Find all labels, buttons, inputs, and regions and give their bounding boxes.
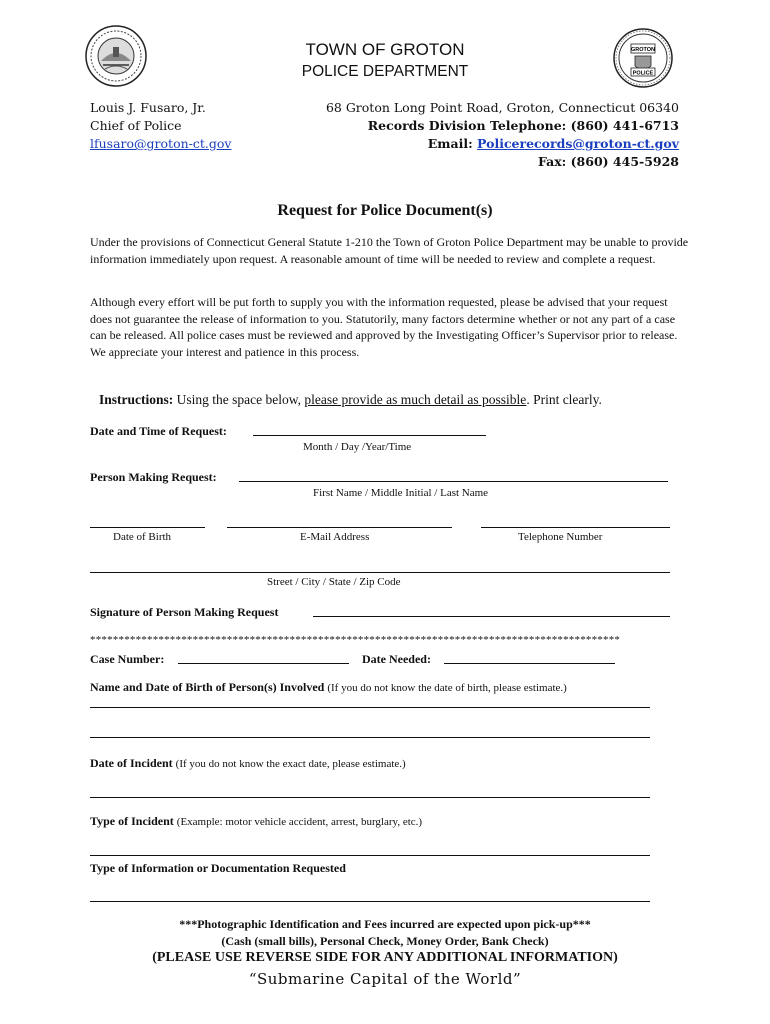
names-field-line-2[interactable] xyxy=(90,737,650,738)
form-title: Request for Police Document(s) xyxy=(277,202,493,219)
dob-hint: Date of Birth xyxy=(113,531,172,543)
section-separator: ********************************************************************************************* xyxy=(90,634,621,646)
person-label: Person Making Request: xyxy=(90,470,217,484)
case-number-field[interactable] xyxy=(178,652,349,664)
email-field[interactable] xyxy=(227,516,452,528)
names-line xyxy=(90,680,567,695)
names-label: Name and Date of Birth of Person(s) Involved xyxy=(90,680,325,694)
person-hint: First Name / Middle Initial / Last Name xyxy=(313,487,489,499)
badge-bottom-text: POLICE xyxy=(632,70,654,77)
incident-date-hint: (If you do not know the exact date, please estimate.) xyxy=(175,758,406,770)
intro-paragraph: Under the provisions of Connecticut General Statute 1-210 the Town of Groton Police Department may be unable to provide information immediately upon request. A reasonable amount of time will be needed to review and complete a request. xyxy=(90,235,689,266)
payment-methods: (Cash (small bills), Personal Check, Money Order, Bank Check) xyxy=(221,934,549,948)
records-phone: Records Division Telephone: (860) 441-6713 xyxy=(367,118,679,133)
incident-type-hint: (Example: motor vehicle accident, arrest, burglary, etc.) xyxy=(176,816,423,828)
id-fee-notice: ***Photographic Identification and Fees incurred are expected upon pick-up*** xyxy=(179,917,591,931)
incident-date-line xyxy=(90,756,406,771)
incident-type-label: Type of Incident xyxy=(90,814,174,828)
instructions-label: Instructions: xyxy=(99,392,174,407)
case-number-label: Case Number: xyxy=(90,652,165,666)
incident-type-field[interactable] xyxy=(90,855,650,856)
date-time-hint: Month / Day /Year/Time xyxy=(303,441,412,453)
town-name: TOWN OF GROTON xyxy=(305,40,465,59)
phone-field[interactable] xyxy=(481,516,670,528)
person-name-field[interactable] xyxy=(239,470,668,482)
fax-number: Fax: (860) 445-5928 xyxy=(537,154,679,169)
info-type-field[interactable] xyxy=(90,901,650,902)
signature-field[interactable] xyxy=(313,605,670,617)
phone-hint: Telephone Number xyxy=(518,531,603,543)
address-hint: Street / City / State / Zip Code xyxy=(267,576,401,588)
incident-date-field[interactable] xyxy=(90,797,650,798)
town-motto: “Submarine Capital of the World” xyxy=(248,970,522,988)
incident-date-label: Date of Incident xyxy=(90,756,173,770)
reverse-side-note: (PLEASE USE REVERSE SIDE FOR ANY ADDITIONAL INFORMATION) xyxy=(152,950,618,965)
incident-type-line xyxy=(90,814,422,829)
department-address: 68 Groton Long Point Road, Groton, Connecticut 06340 xyxy=(325,100,679,115)
instructions-emphasis: please provide as much detail as possible xyxy=(304,392,527,407)
email-label: Email: xyxy=(427,136,478,151)
date-time-field[interactable] xyxy=(253,424,486,436)
date-time-label: Date and Time of Request: xyxy=(90,424,227,438)
department-name: POLICE DEPARTMENT xyxy=(301,63,469,80)
records-email-line xyxy=(428,136,679,151)
signature-label: Signature of Person Making Request xyxy=(90,605,279,619)
address-field[interactable] xyxy=(90,561,670,573)
instructions-line xyxy=(99,392,602,408)
date-needed-field[interactable] xyxy=(444,652,615,664)
badge-top-text: GROTON xyxy=(630,47,656,53)
instructions-text: Using the space below, xyxy=(176,392,301,407)
instructions-end: . Print clearly. xyxy=(526,392,602,407)
policy-paragraph: Although every effort will be put forth to supply you with the information requested, please be advised that your request does not guarantee the release of information to you. Statutorily, many factors determine whether or not any part of a case can be released. All police cases must be reviewed and approved by the Investigating Officer’s Supervisor prior to release. We appreciate your interest and patience in this process. xyxy=(90,295,678,359)
email-hint: E-Mail Address xyxy=(300,531,370,543)
chief-email-link[interactable]: lfusaro@groton-ct.gov xyxy=(90,136,232,151)
records-email-link[interactable]: Policerecords@groton-ct.gov xyxy=(477,136,679,151)
chief-name: Louis J. Fusaro, Jr. xyxy=(90,100,206,115)
info-type-label: Type of Information or Documentation Requested xyxy=(90,861,346,875)
names-hint: (If you do not know the date of birth, please estimate.) xyxy=(327,682,567,694)
chief-title: Chief of Police xyxy=(90,118,182,133)
names-field-line-1[interactable] xyxy=(90,707,650,708)
date-needed-label: Date Needed: xyxy=(362,652,431,666)
dob-field[interactable] xyxy=(90,516,205,528)
